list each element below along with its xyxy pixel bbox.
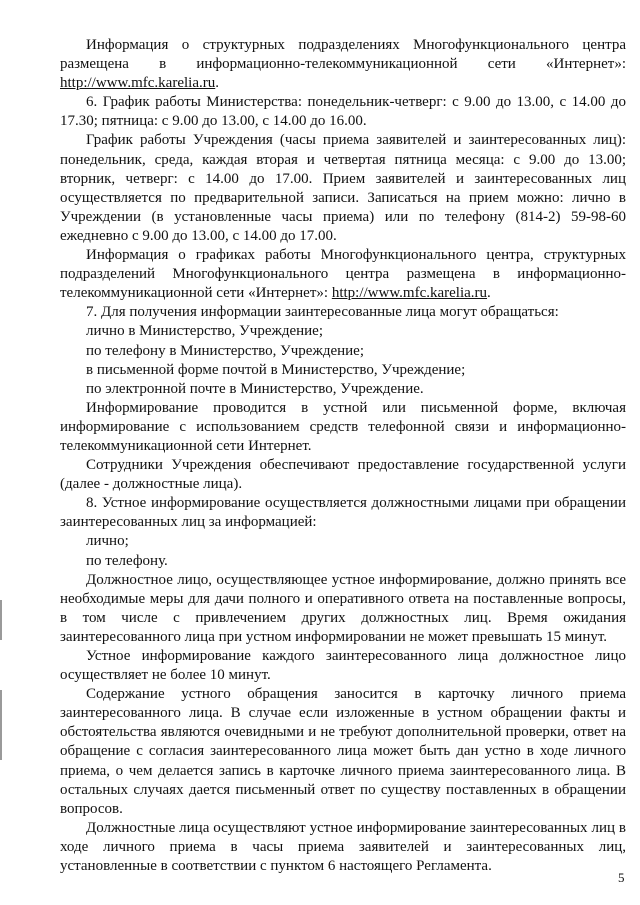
paragraph-item-7: 7. Для получения информации заинтересованные лица могут обращаться:: [86, 304, 559, 321]
paragraph-duration: Устное информирование каждого заинтересованного лица должностное лицо осуществляет не более 10 минут.: [60, 648, 626, 684]
paragraph-personal-reception: Должностные лица осуществляют устное информирование заинтересованных лиц в ходе личного приема в часы приема заявителей и заинтересованных лиц, установленные в соответствии с пунктом 6 настоящего Регламента.: [60, 819, 626, 875]
paragraph-informing-forms: Информирование проводится в устной или письменной форме, включая информирование с использованием средств телефонной связи и информационно-телекоммуникационной сети Интернет.: [60, 399, 626, 454]
paragraph-end: .: [487, 285, 491, 302]
scan-edge-mark: [0, 690, 2, 760]
paragraph-end: .: [215, 75, 219, 92]
list-item: лично;: [86, 533, 129, 550]
list-item: в письменной форме почтой в Министерство, Учреждение;: [86, 361, 466, 378]
paragraph-official-duties: Должностное лицо, осуществляющее устное информирование, должно принять все необходимые меры для дачи полного и оперативного ответа на поставленные вопросы, в том числе с привлечением других должностных лиц. Время ожидания заинтересованного лица при устном информировании не может превышать 15 минут.: [60, 571, 626, 645]
paragraph-mfc-schedule-info: [60, 246, 626, 303]
paragraph-item-8: 8. Устное информирование осуществляется должностными лицами при обращении заинтересованных лиц за информацией:: [60, 495, 626, 531]
page-number: 5: [618, 870, 625, 885]
paragraph-institution-schedule: График работы Учреждения (часы приема заявителей и заинтересованных лиц): понедельник, среда, каждая вторая и четвертая пятница месяца: с 9.00 до 13.00; вторник, четверг: с 14.00 до 17.00. Прием заявителей и заинтересованных лиц осуществляется по предварительной записи. Записаться на прием можно: лично в Учреждении (в установленные часы приема) или по телефону (814-2) 59-98-60 ежедневно с 9.00 до 13.00, с 14.00 до 17.00.: [60, 132, 626, 244]
mfc-link[interactable]: http://www.mfc.karelia.ru: [60, 75, 216, 92]
list-item: по электронной почте в Министерство, Учреждение.: [86, 380, 424, 397]
list-item: по телефону в Министерство, Учреждение;: [86, 342, 364, 359]
scan-edge-mark: [0, 600, 2, 640]
mfc-link[interactable]: http://www.mfc.karelia.ru: [331, 285, 488, 302]
paragraph-text: Информация о структурных подразделениях Многофункционального центра размещена в информационно-телекоммуникационной сети «Интернет»:: [60, 37, 626, 73]
document-body: [60, 36, 626, 876]
paragraph-oral-request: Содержание устного обращения заносится в карточку личного приема заинтересованного лица. В случае если изложенные в устном обращении факты и обстоятельства являются очевидными и не требуют дополнительной проверки, ответ на обращение с согласия заинтересованного лица может быть дан устно в ходе личного приема, о чем делается запись в карточке личного приема заинтересованного лица. В остальных случаях дается письменный ответ по существу поставленных в обращении вопросов.: [60, 686, 626, 817]
paragraph-mfc-info: [60, 36, 626, 93]
paragraph-text: Информация о графиках работы Многофункционального центра, структурных подразделений Многофункционального центра размещена в информационно-телекоммуникационной сети «Интернет»:: [60, 247, 626, 302]
list-item: по телефону.: [86, 552, 168, 569]
paragraph-ministry-schedule: 6. График работы Министерства: понедельник-четверг: с 9.00 до 13.00, с 14.00 до 17.30; пятница: с 9.00 до 13.00, с 14.00 до 16.00.: [60, 94, 626, 130]
list-item: лично в Министерство, Учреждение;: [86, 323, 324, 340]
paragraph-staff: Сотрудники Учреждения обеспечивают предоставление государственной услуги (далее - должностные лица).: [60, 457, 626, 493]
